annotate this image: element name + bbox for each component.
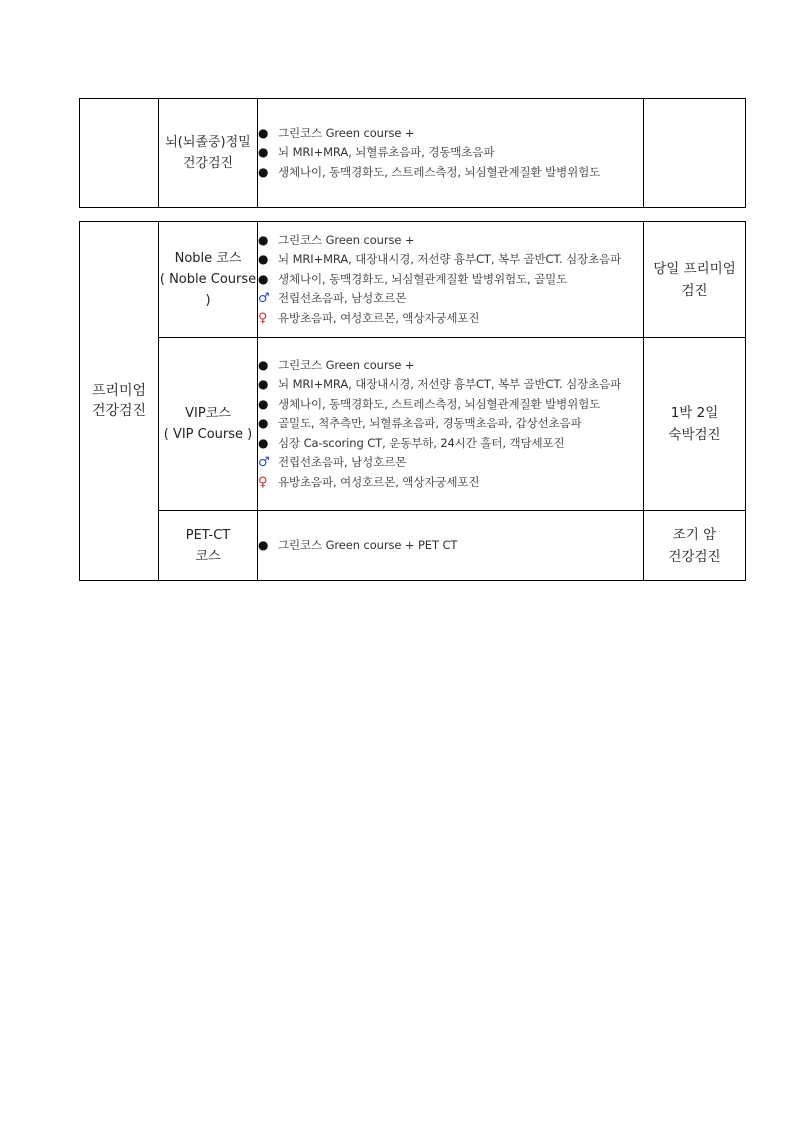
note-line-2: 숙박검진 <box>668 427 721 443</box>
male-symbol-icon: ♂ <box>258 291 270 307</box>
bullet-dot-icon: ● <box>258 537 269 552</box>
course-name-line-2: ( Noble Course ) <box>159 272 257 308</box>
bullet-dot-icon: ● <box>258 416 269 431</box>
course-name-cell <box>159 511 258 581</box>
bullet-dot-icon: ● <box>258 357 269 372</box>
list-item: ● 생체나이, 동맥경화도, 스트레스측정, 뇌심혈관계질환 발병위험도 <box>258 395 643 415</box>
course-name-cell <box>159 99 258 208</box>
list-item: ● 골밀도, 척추측만, 뇌혈류초음파, 경동맥초음파, 갑상선초음파 <box>258 414 643 434</box>
female-symbol-icon: ♀ <box>258 474 268 490</box>
course-item-list <box>258 231 643 329</box>
note-cell <box>644 511 746 581</box>
table-row <box>80 511 746 581</box>
brain-checkup-table <box>79 98 746 208</box>
list-item: ♂ 전립선초음파, 남성호르몬 <box>258 453 643 473</box>
note-line-1: 1박 2일 <box>670 405 719 421</box>
bullet-dot-icon: ● <box>258 145 269 160</box>
bullet-dot-icon: ● <box>258 252 269 267</box>
bullet-dot-icon: ● <box>258 396 269 411</box>
course-name-line-1: PET-CT <box>185 527 231 543</box>
note-cell <box>644 338 746 511</box>
list-item: ● 뇌 MRI+MRA, 뇌혈류초음파, 경동맥초음파 <box>258 143 643 163</box>
category-cell <box>80 99 159 208</box>
course-item-list <box>258 356 643 493</box>
note-line-1: 당일 프리미엄 <box>653 260 736 277</box>
male-symbol-icon: ♂ <box>258 455 270 471</box>
course-items-cell <box>258 511 644 581</box>
course-items-cell <box>258 222 644 338</box>
list-item: ● 그린코스 Green course + PET CT <box>258 536 643 556</box>
table-row <box>80 222 746 338</box>
course-name-line-1: VIP코스 <box>185 406 231 421</box>
list-item: ♂ 전립선초음파, 남성호르몬 <box>258 289 643 309</box>
female-symbol-icon: ♀ <box>258 310 268 326</box>
category-line-1: 프리미엄 <box>91 383 147 399</box>
course-item-list <box>258 536 643 556</box>
list-item: ● 그린코스 Green course + <box>258 124 643 144</box>
note-line-2: 검진 <box>681 282 708 299</box>
note-line-2: 건강검진 <box>668 548 721 565</box>
list-item: ● 뇌 MRI+MRA, 대장내시경, 저선량 흉부CT, 복부 골반CT. 심장초음파 <box>258 375 643 395</box>
list-item: ● 생체나이, 동맥경화도, 스트레스측정, 뇌심혈관계질환 발병위험도 <box>258 163 643 183</box>
bullet-dot-icon: ● <box>258 377 269 392</box>
course-name-line-2: ( VIP Course ) <box>163 427 253 442</box>
course-name-line-2: 건강검진 <box>182 156 234 171</box>
bullet-dot-icon: ● <box>258 125 269 140</box>
table-row <box>80 99 746 208</box>
course-items-cell <box>258 338 644 511</box>
list-item: ♀ 유방초음파, 여성호르몬, 액상자궁세포진 <box>258 309 643 329</box>
list-item: ● 그린코스 Green course + <box>258 356 643 376</box>
premium-checkup-table <box>79 221 746 581</box>
bullet-dot-icon: ● <box>258 271 269 286</box>
table-row <box>80 338 746 511</box>
bullet-dot-icon: ● <box>258 435 269 450</box>
premium-category-cell <box>80 222 159 581</box>
note-cell <box>644 99 746 208</box>
course-name-line-1: Noble 코스 <box>174 251 242 266</box>
list-item: ● 그린코스 Green course + <box>258 231 643 251</box>
note-cell <box>644 222 746 338</box>
list-item: ● 심장 Ca-scoring CT, 운동부하, 24시간 홀터, 객담세포진 <box>258 434 643 454</box>
list-item: ● 뇌 MRI+MRA, 대장내시경, 저선량 흉부CT, 복부 골반CT. 심장초음파 <box>258 250 643 270</box>
list-item: ♀ 유방초음파, 여성호르몬, 액상자궁세포진 <box>258 473 643 493</box>
course-name-cell <box>159 222 258 338</box>
note-line-1: 조기 암 <box>672 526 717 543</box>
course-item-list <box>258 124 643 183</box>
course-items-cell <box>258 99 644 208</box>
category-line-2: 건강검진 <box>91 403 147 419</box>
course-name-line-2: 코스 <box>195 548 221 564</box>
bullet-dot-icon: ● <box>258 164 269 179</box>
course-name-cell <box>159 338 258 511</box>
bullet-dot-icon: ● <box>258 232 269 247</box>
course-name-line-1: 뇌(뇌졸중)정밀 <box>165 135 251 150</box>
list-item: ● 생체나이, 동맥경화도, 뇌심혈관계질환 발병위험도, 골밀도 <box>258 270 643 290</box>
